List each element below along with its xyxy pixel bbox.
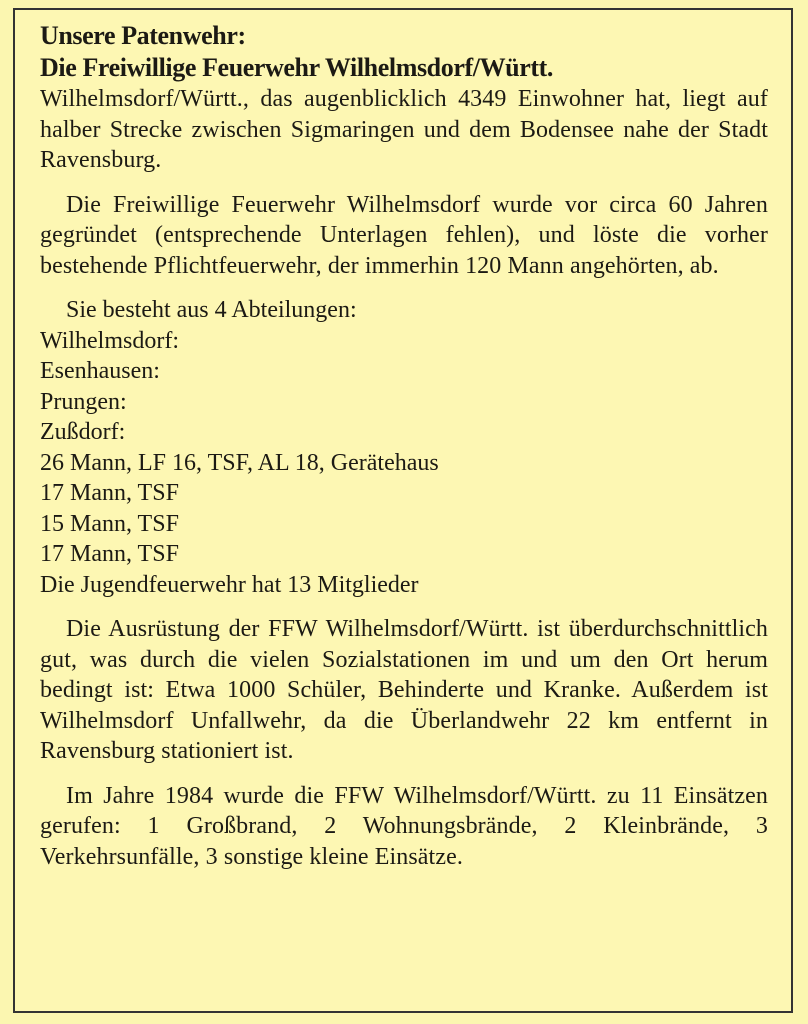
department-name: Prungen: (40, 388, 127, 415)
spacer (40, 176, 768, 190)
departments-intro: Sie besteht aus 4 Abteilungen: (66, 297, 357, 323)
paragraph-equipment: Die Ausrüstung der FFW Wilhelmsdorf/Württ. ist überdurchschnittlich gut, was durch die vielen Sozialstationen im und um den Ort herum bedingt ist: Etwa 1000 Schüler, Behinderte und Kranke. Außerdem ist Wilhelmsdorf Unfallwehr, da die Überlandwehr 22 km entfernt in Ravensburg stationiert ist. (40, 616, 768, 764)
heading-line-2: Die Freiwillige Feuerwehr Wilhelmsdorf/Württ. (40, 53, 553, 82)
paragraph-history: Die Freiwillige Feuerwehr Wilhelmsdorf wurde vor circa 60 Jahren gegründet (entsprechende Unterlagen fehlen), und löste die vorher bestehende Pflichtfeuerwehr, der immerhin 120 Mann angehörten, ab. (40, 191, 768, 279)
spacer (40, 281, 768, 295)
department-detail: 26 Mann, LF 16, TSF, AL 18, Gerätehaus (40, 449, 439, 476)
department-detail: 15 Mann, TSF (40, 510, 179, 537)
youth-fire-brigade-line: Die Jugendfeuerwehr hat 13 Mitglieder (40, 571, 419, 598)
paragraph-operations: Im Jahre 1984 wurde die FFW Wilhelmsdorf/Württ. zu 11 Einsätzen gerufen: 1 Großbrand, 2 Wohnungsbrände, 2 Kleinbrände, 3 Verkehrsunfälle, 3 sonstige kleine Einsätze. (40, 782, 768, 870)
article-body (40, 20, 768, 872)
department-detail: 17 Mann, TSF (40, 541, 179, 567)
heading-line-1: Unsere Patenwehr: (40, 21, 246, 50)
department-name: Wilhelmsdorf: (40, 327, 180, 354)
spacer (40, 600, 768, 614)
department-detail: 17 Mann, TSF (40, 480, 179, 506)
department-name: Esenhausen: (40, 358, 160, 384)
department-name: Zußdorf: (40, 419, 126, 445)
spacer (40, 767, 768, 781)
paragraph-location: Wilhelmsdorf/Württ., das augenblicklich 4349 Einwohner hat, liegt auf halber Strecke zwischen Sigmaringen und dem Bodensee nahe der Stadt Ravensburg. (40, 86, 768, 173)
